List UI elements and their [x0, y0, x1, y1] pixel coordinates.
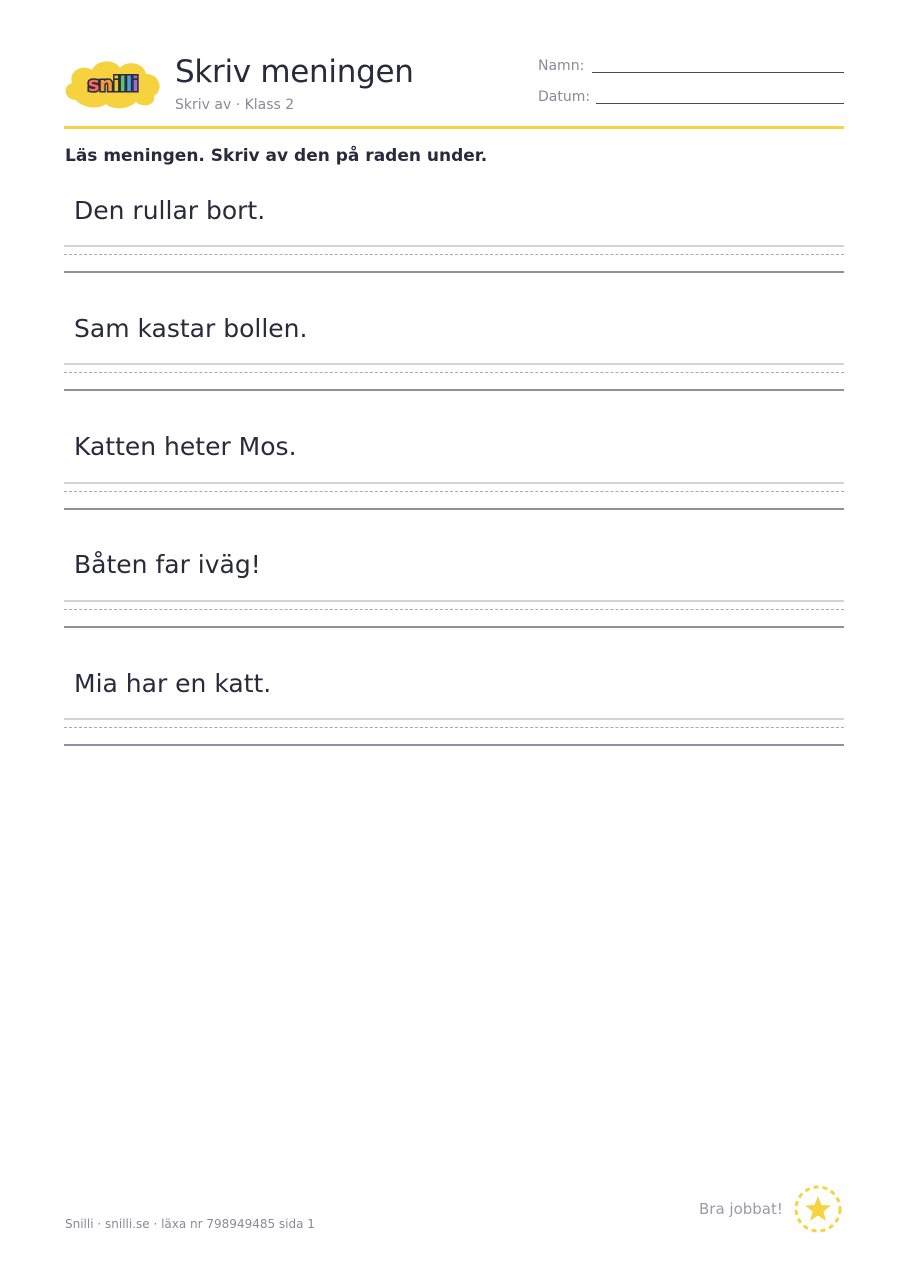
- name-label: Namn:: [538, 58, 585, 74]
- snilli-logo: [62, 56, 164, 110]
- writing-line-3[interactable]: [64, 482, 844, 512]
- writing-line-2[interactable]: [64, 363, 844, 393]
- sentence-1: Den rullar bort.: [74, 196, 266, 225]
- svg-text:snilli: snilli: [87, 72, 139, 96]
- date-field[interactable]: [596, 103, 844, 104]
- instruction-text: Läs meningen. Skriv av den på raden under.: [65, 146, 488, 166]
- praise-text: Bra jobbat!: [699, 1200, 783, 1218]
- page-title: Skriv meningen: [175, 54, 414, 90]
- sentence-3: Katten heter Mos.: [74, 432, 297, 461]
- sentence-2: Sam kastar bollen.: [74, 314, 308, 343]
- name-field[interactable]: [592, 72, 844, 73]
- writing-line-4[interactable]: [64, 600, 844, 630]
- page-subtitle: Skriv av · Klass 2: [175, 97, 295, 113]
- sentence-5: Mia har en katt.: [74, 669, 272, 698]
- date-label: Datum:: [538, 89, 591, 105]
- footer-text: Snilli · snilli.se · läxa nr 798949485 sida 1: [65, 1217, 315, 1231]
- star-icon: [793, 1184, 843, 1234]
- header-divider: [64, 126, 844, 129]
- writing-line-5[interactable]: [64, 718, 844, 748]
- writing-line-1[interactable]: [64, 245, 844, 275]
- sentence-4: Båten far iväg!: [74, 550, 261, 579]
